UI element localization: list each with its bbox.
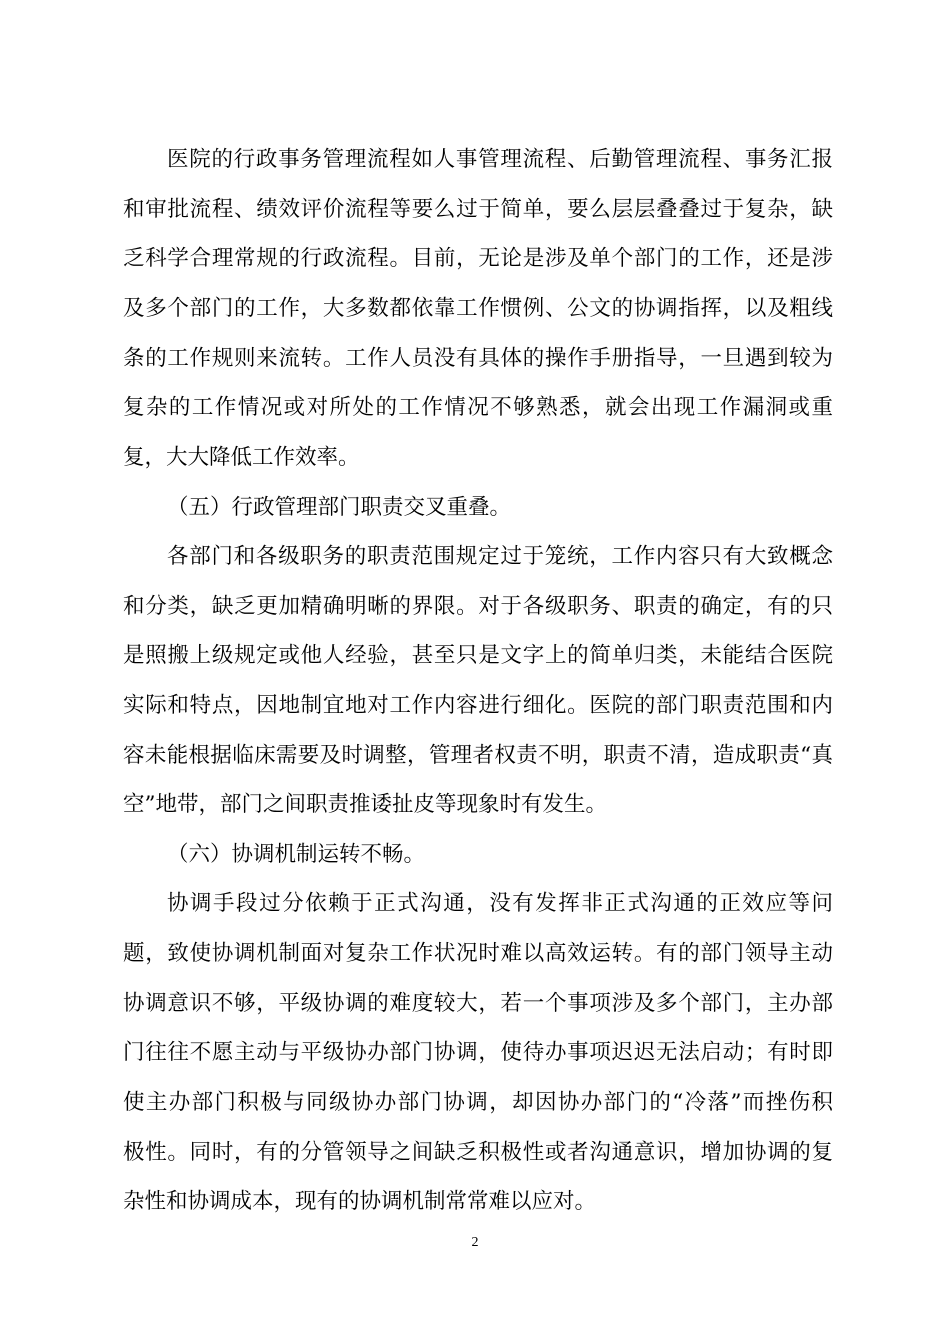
paragraph-line: 容未能根据临床需要及时调整，管理者权责不明，职责不清，造成职责“真 (123, 743, 833, 768)
paragraph-line: 条的工作规则来流转。工作人员没有具体的操作手册指导，一旦遇到较为 (123, 346, 833, 371)
section-heading: （五）行政管理部门职责交叉重叠。 (167, 495, 512, 520)
paragraph-line: 各部门和各级职务的职责范围规定过于笼统，工作内容只有大致概念 (167, 544, 833, 569)
paragraph-line: 使主办部门积极与同级协办部门协调，却因协办部门的“冷落”而挫伤积 (123, 1090, 833, 1115)
paragraph-line: 杂性和协调成本，现有的协调机制常常难以应对。 (123, 1189, 597, 1214)
paragraph-line: 极性。同时，有的分管领导之间缺乏积极性或者沟通意识，增加协调的复 (123, 1140, 833, 1165)
paragraph-line: 门往往不愿主动与平级协办部门协调，使待办事项迟迟无法启动；有时即 (123, 1040, 833, 1065)
paragraph-line: 及多个部门的工作，大多数都依靠工作惯例、公文的协调指挥，以及粗线 (123, 296, 833, 321)
paragraph-line: 和分类，缺乏更加精确明晰的界限。对于各级职务、职责的确定，有的只 (123, 594, 833, 619)
paragraph-line: 空”地带，部门之间职责推诿扯皮等现象时有发生。 (123, 792, 607, 817)
section-heading: （六）协调机制运转不畅。 (167, 842, 426, 867)
paragraph-line: 协调意识不够，平级协调的难度较大，若一个事项涉及多个部门，主办部 (123, 991, 833, 1016)
paragraph-line: 医院的行政事务管理流程如人事管理流程、后勤管理流程、事务汇报 (167, 147, 833, 172)
paragraph-line: 复杂的工作情况或对所处的工作情况不够熟悉，就会出现工作漏洞或重 (123, 395, 833, 420)
paragraph-line: 和审批流程、绩效评价流程等要么过于简单，要么层层叠叠过于复杂，缺 (123, 197, 833, 222)
paragraph-line: 乏科学合理常规的行政流程。目前，无论是涉及单个部门的工作，还是涉 (123, 246, 833, 271)
page-number: 2 (471, 1235, 479, 1250)
paragraph-line: 实际和特点，因地制宜地对工作内容进行细化。医院的部门职责范围和内 (123, 693, 833, 718)
paragraph-line: 是照搬上级规定或他人经验，甚至只是文字上的简单归类，未能结合医院 (123, 643, 833, 668)
paragraph-line: 协调手段过分依赖于正式沟通，没有发挥非正式沟通的正效应等问 (167, 891, 833, 916)
paragraph-line: 复，大大降低工作效率。 (123, 445, 360, 470)
paragraph-line: 题，致使协调机制面对复杂工作状况时难以高效运转。有的部门领导主动 (123, 941, 833, 966)
